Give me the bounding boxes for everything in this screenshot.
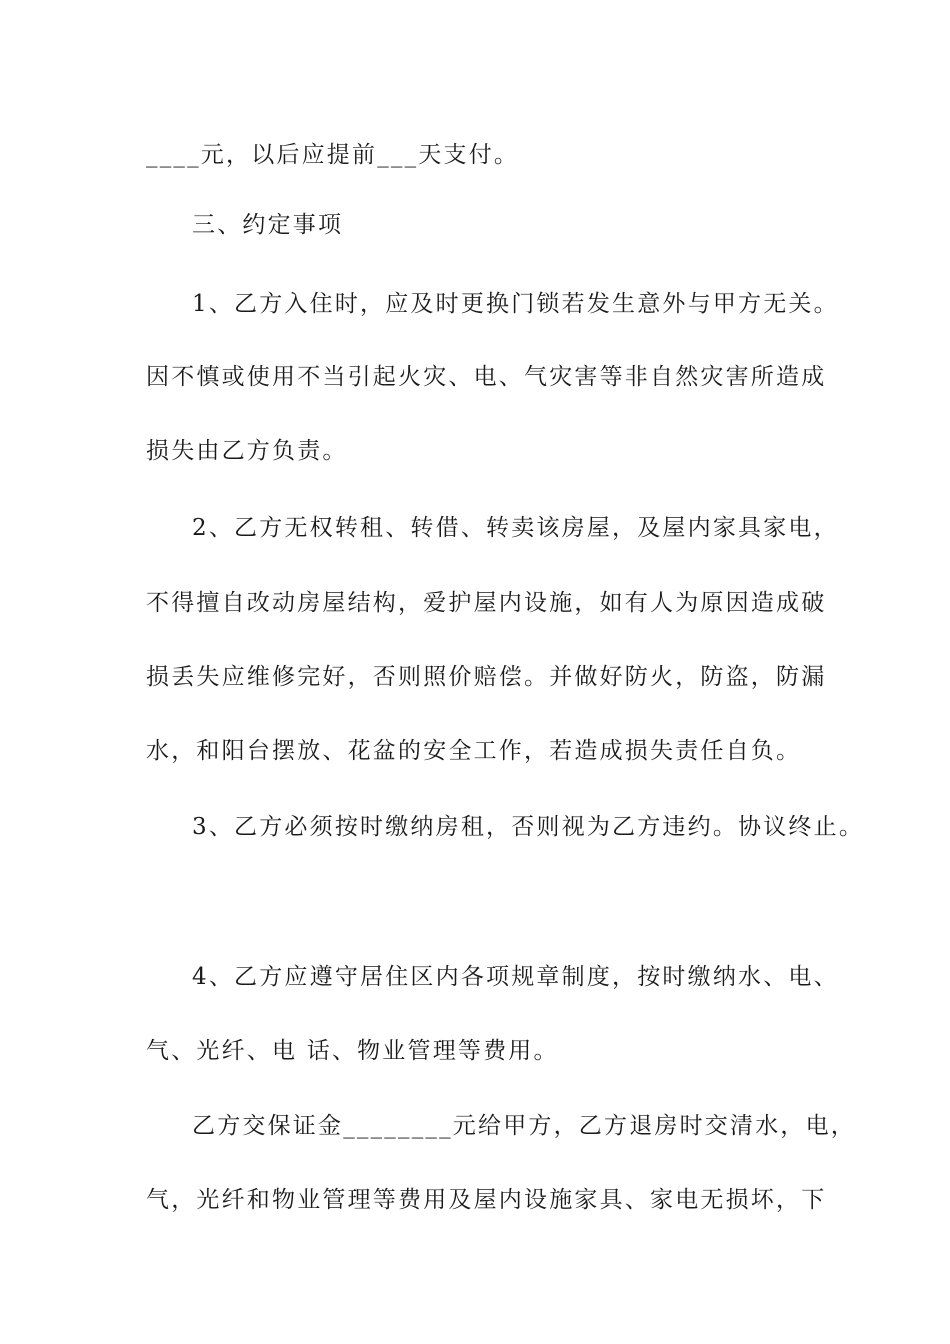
clause-1-line-2: 因不慎或使用不当引起火灾、电、气灾害等非自然灾害所造成 bbox=[146, 364, 827, 390]
section-heading-agreed-items: 三、约定事项 bbox=[192, 212, 344, 238]
clause-2-line-4: 水，和阳台摆放、花盆的安全工作，若造成损失责任自负。 bbox=[146, 738, 802, 764]
clause-4-line-2: 气、光纤、电 话、物业管理等费用。 bbox=[146, 1038, 559, 1064]
clause-4-line-1: 4、乙方应遵守居住区内各项规章制度，按时缴纳水、电、 bbox=[192, 964, 839, 990]
clause-1-line-1: 1、乙方入住时，应及时更换门锁若发生意外与甲方无关。 bbox=[192, 291, 839, 317]
text-line-payment-advance: ____元，以后应提前___天支付。 bbox=[146, 142, 520, 168]
clause-2-line-1: 2、乙方无权转租、转借、转卖该房屋，及屋内家具家电， bbox=[192, 515, 839, 541]
clause-1-line-3: 损失由乙方负责。 bbox=[146, 438, 348, 464]
clause-3-line-1: 3、乙方必须按时缴纳房租，否则视为乙方违约。协议终止。 bbox=[192, 814, 865, 840]
clause-2-line-3: 损丢失应维修完好，否则照价赔偿。并做好防火，防盗，防漏 bbox=[146, 664, 827, 690]
deposit-line-2: 气，光纤和物业管理等费用及屋内设施家具、家电无损坏，下 bbox=[146, 1187, 827, 1213]
clause-2-line-2: 不得擅自改动房屋结构，爱护屋内设施，如有人为原因造成破 bbox=[146, 590, 827, 616]
deposit-line-1: 乙方交保证金________元给甲方，乙方退房时交清水，电， bbox=[192, 1113, 856, 1139]
